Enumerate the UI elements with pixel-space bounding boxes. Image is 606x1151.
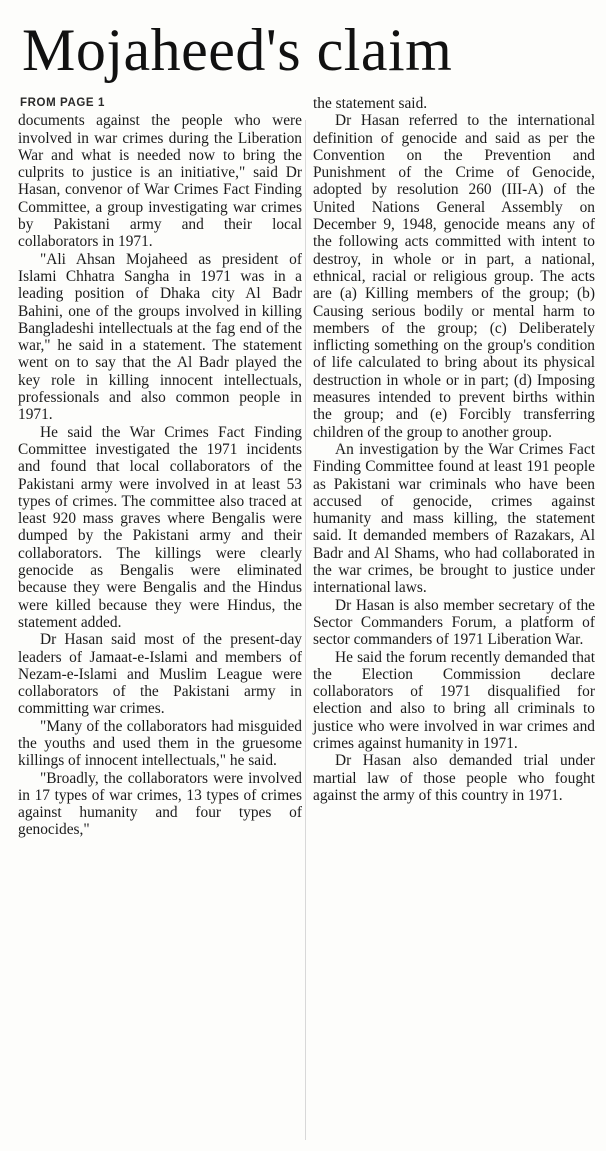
- continuation-kicker: FROM PAGE 1: [20, 97, 105, 109]
- column-divider: [305, 120, 306, 1140]
- left-column: [18, 95, 302, 839]
- headline: Mojaheed's claim: [22, 17, 453, 83]
- paragraph-continuation: documents against the people who were involved in war crimes during the Liberation War and what is needed now to bring the culprits to justice is an initiative," said Dr Hasan, convenor of War Crimes Fact Finding Committee, a group investigating war crimes by Pakistani army and their local collaborators in 1971.: [18, 112, 302, 251]
- paragraph-committee-findings: He said the War Crimes Fact Finding Committee investigated the 1971 incidents and found that local collaborators of the Pakistani army were involved in at least 53 types of crimes. The committee also traced at least 920 mass graves where Bengalis were dumped by the Pakistani army and their collaborators. The killings were clearly genocide as Bengalis were eliminated because they were Bengalis and the Hindus were killed because they were Hindus, the statement added.: [18, 423, 302, 631]
- paragraph-election-commission: He said the forum recently demanded that the Election Commission declare collaborators of 1971 disqualified for election and also to bring all criminals to justice who were involved in war crimes and crimes against humanity in 1971.: [313, 648, 595, 752]
- paragraph-present-day-leaders: Dr Hasan said most of the present-day leaders of Jamaat-e-Islami and members of Nezam-e-Islami and Muslim League were collaborators of the Pakistani army in committing war crimes.: [18, 631, 302, 718]
- paragraph-martial-law-trial: Dr Hasan also demanded trial under martial law of those people who fought against the army of this country in 1971.: [313, 752, 595, 804]
- paragraph-statement-said: the statement said.: [313, 95, 428, 112]
- paragraph-genocide-definition: Dr Hasan referred to the international definition of genocide and said as per the Convention on the Prevention and Punishment of the Crime of Genocide, adopted by resolution 260 (III-A) of the United Nations General Assembly on December 9, 1948, genocide means any of the following acts committed with intent to destroy, in whole or in part, a national, ethnical, racial or religious group. The acts are (a) Killing members of the group; (b) Causing serious bodily or mental harm to members of the group; (c) Deliberately inflicting something on the group's condition of life calculated to bring about its physical destruction in whole or in part; (d) Imposing measures intended to prevent births within the group; and (e) Forcibly transferring children of the group to another group.: [313, 112, 595, 441]
- right-column: [313, 95, 595, 804]
- paragraph-types-of-crimes: "Broadly, the collaborators were involved in 17 types of war crimes, 13 types of crimes against humanity and four types of genocides,": [18, 769, 302, 839]
- paragraph-investigation-191: An investigation by the War Crimes Fact Finding Committee found at least 191 people as Pakistani war criminals who have been accused of genocide, crimes against humanity and mass killing, the statement said. It demanded members of Razakars, Al Badr and Al Shams, who had collaborated in the war crimes, be brought to justice under international laws.: [313, 440, 595, 597]
- paragraph-mojaheed-role: "Ali Ahsan Mojaheed as president of Islami Chhatra Sangha in 1971 was in a leading position of Dhaka city Al Badr Bahini, one of the groups involved in killing Bangladeshi intellectuals at the fag end of the war," he said in a statement. The statement went on to say that the Al Badr played the key role in killing innocent intellectuals, professionals and also common people in 1971.: [18, 250, 302, 424]
- paragraph-misguided-youths: "Many of the collaborators had misguided the youths and used them in the gruesome killings of innocent intellectuals," he said.: [18, 717, 302, 770]
- paragraph-sector-commanders: Dr Hasan is also member secretary of the Sector Commanders Forum, a platform of sector commanders of 1971 Liberation War.: [313, 596, 595, 649]
